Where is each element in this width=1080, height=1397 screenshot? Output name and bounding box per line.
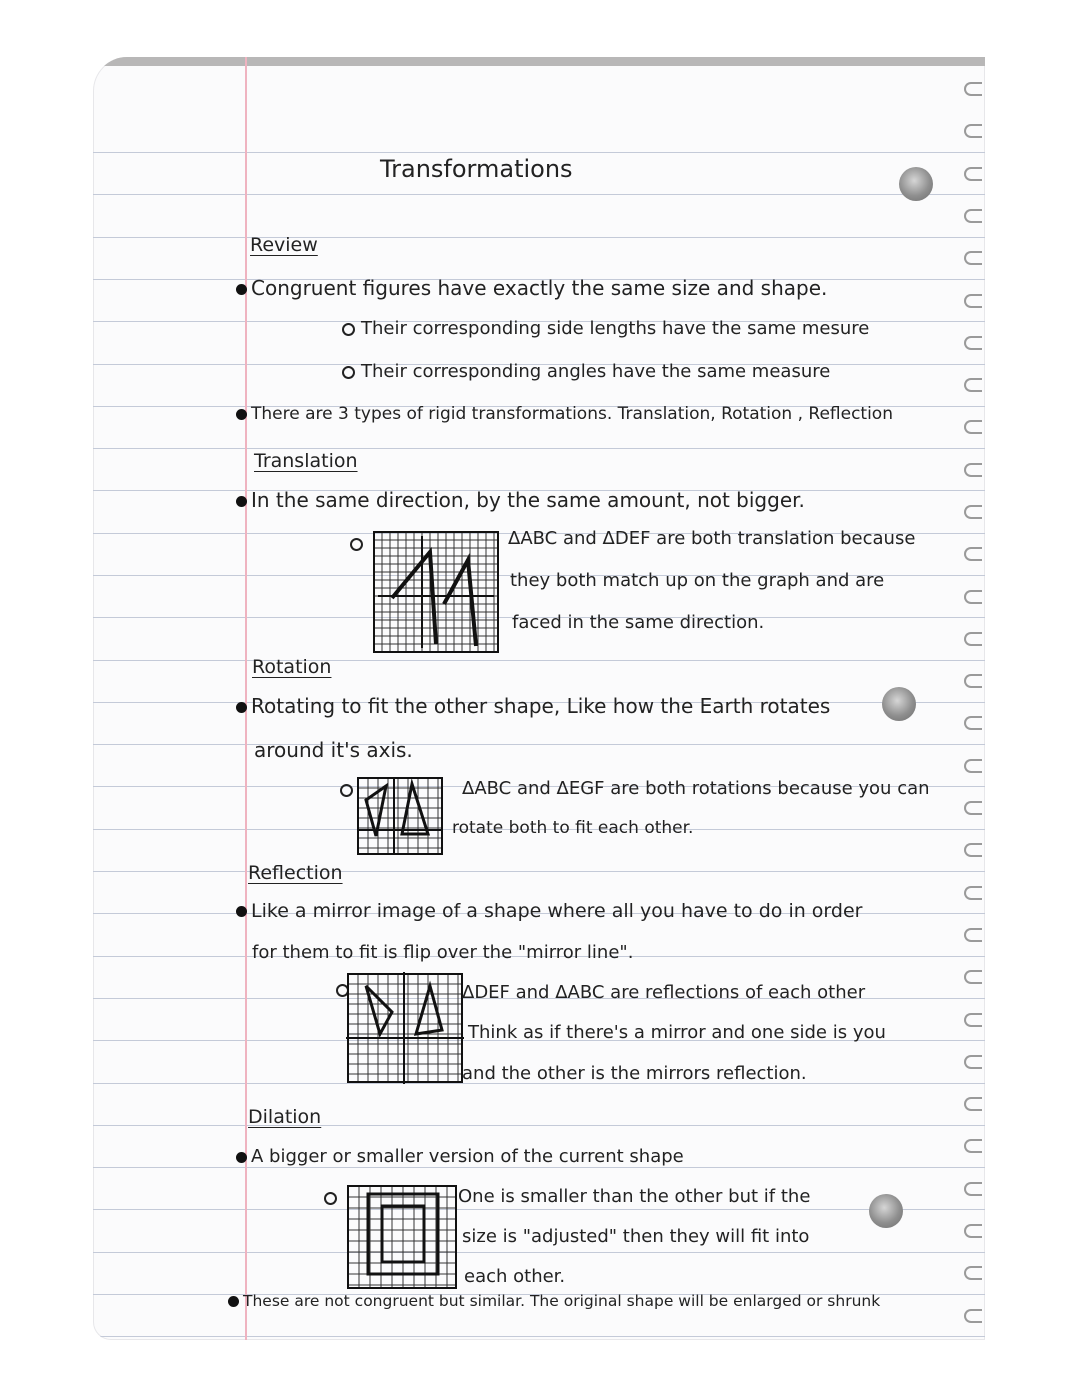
spiral-coil-icon [964,759,982,773]
spiral-coil-icon [964,336,982,350]
translation-line-1 [236,488,805,512]
punch-hole-icon [899,167,933,201]
reflection-line-1 [236,900,862,922]
review-heading: Review [250,234,318,256]
ruled-line [93,448,985,449]
spiral-coil-icon [964,632,982,646]
spiral-coil-icon [964,590,982,604]
page-top-edge [93,57,985,66]
reflection-line-2: for them to fit is flip over the "mirror line". [252,942,634,963]
spiral-coil-icon [964,378,982,392]
dilation-line-2 [228,1292,880,1310]
page-title: Transformations [380,155,573,183]
dilation-note-2: size is "adjusted" then they will fit into [462,1226,810,1247]
list-marker-icon [340,784,353,797]
spiral-coil-icon [964,843,982,857]
ruled-line [93,152,985,153]
ruled-line [93,237,985,238]
ruled-line [93,1125,985,1126]
review-line-2-text: There are 3 types of rigid transformations. Translation, Rotation , Reflection [251,404,893,424]
review-line-1-text: Congruent figures have exactly the same size and shape. [251,276,828,300]
rotation-line-1 [236,694,830,718]
reflection-note-2: Think as if there's a mirror and one side is you [468,1022,886,1043]
dilation-note-3: each other. [464,1266,566,1287]
dilation-graph [346,1184,458,1290]
rotation-note-2: rotate both to fit each other. [452,818,694,838]
spiral-coil-icon [964,886,982,900]
spiral-coil-icon [964,124,982,138]
list-marker-icon [350,538,363,551]
translation-heading: Translation [254,450,358,472]
spiral-coil-icon [964,82,982,96]
spiral-coil-icon [964,970,982,984]
spiral-coil-icon [964,209,982,223]
punch-hole-icon [869,1194,903,1228]
review-sub-2 [342,361,830,382]
dilation-note-1: One is smaller than the other but if the [458,1186,811,1207]
reflection-note-1: ΔDEF and ΔABC are reflections of each other [462,982,866,1003]
spiral-coil-icon [964,1309,982,1323]
spiral-coil-icon [964,716,982,730]
spiral-coil-icon [964,167,982,181]
translation-graph [372,530,500,654]
translation-note-1: ΔABC and ΔDEF are both translation because [508,528,916,549]
rotation-heading: Rotation [252,656,332,678]
dilation-line-2-text: These are not congruent but similar. The original shape will be enlarged or shrunk [243,1292,881,1310]
dilation-heading: Dilation [248,1106,322,1128]
spiral-coil-icon [964,547,982,561]
reflection-note-3: and the other is the mirrors reflection. [462,1063,807,1084]
ruled-line [93,1167,985,1168]
spiral-coil-icon [964,294,982,308]
translation-note-2: they both match up on the graph and are [510,570,885,591]
review-sub-1 [342,318,869,339]
reflection-graph [346,972,464,1084]
rotation-line-2: around it's axis. [254,738,413,762]
spiral-coil-icon [964,1266,982,1280]
rotation-line-1-text: Rotating to fit the other shape, Like how the Earth rotates [251,694,831,718]
ruled-line [93,1209,985,1210]
spiral-coil-icon [964,251,982,265]
list-marker-icon [324,1192,337,1205]
review-sub-2-text: Their corresponding angles have the same measure [361,361,831,382]
ruled-line [93,194,985,195]
dilation-line-1-text: A bigger or smaller version of the current shape [251,1146,684,1167]
spiral-coil-icon [964,463,982,477]
spiral-coil-icon [964,1097,982,1111]
spiral-coil-icon [964,1224,982,1238]
translation-note-3: faced in the same direction. [512,612,765,633]
review-sub-1-text: Their corresponding side lengths have the same mesure [361,318,870,339]
spiral-coil-icon [964,420,982,434]
ruled-line [93,1336,985,1337]
spiral-coil-icon [964,505,982,519]
review-line-2 [236,404,893,424]
spiral-coil-icon [964,1055,982,1069]
spiral-coil-icon [964,1139,982,1153]
spiral-coil-icon [964,1182,982,1196]
ruled-line [93,660,985,661]
spiral-coil-icon [964,674,982,688]
ruled-line [93,744,985,745]
rotation-note-1: ΔABC and ΔEGF are both rotations because you can [462,778,930,799]
spiral-coil-icon [964,801,982,815]
ruled-line [93,871,985,872]
review-line-1 [236,276,827,300]
spiral-coil-icon [964,1013,982,1027]
reflection-line-1-text: Like a mirror image of a shape where all you have to do in order [251,900,863,922]
translation-line-1-text: In the same direction, by the same amount, not bigger. [251,488,805,512]
rotation-graph [356,776,444,856]
punch-hole-icon [882,687,916,721]
reflection-heading: Reflection [248,862,343,884]
ruled-line [93,1252,985,1253]
dilation-line-1 [236,1146,684,1167]
spiral-coil-icon [964,928,982,942]
